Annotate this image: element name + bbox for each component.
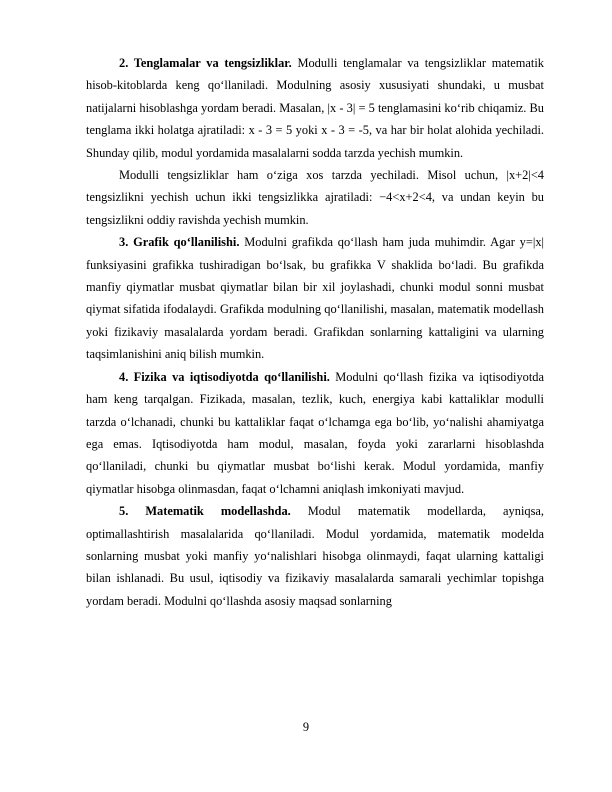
document-page: [86, 52, 544, 612]
page-number: 9: [302, 720, 310, 734]
section-text: Modulli tenglamalar va tengsizliklar matematik hisob-kitoblarda keng qo‘llaniladi. Modulning asosiy xususiyati shundaki, u musbat natijalarni hisoblashga yordam beradi. Masalan, |x - 3| = 5 tenglamasini ko‘rib chiqamiz. Bu tenglama ikki holatga ajratiladi: x - 3 = 5 yoki x - 3 = -5, va har bir holat alohida yechiladi. Shunday qilib, modul yordamida masalalarni sodda tarzda yechish mumkin.: [86, 56, 544, 160]
section-modelling: [86, 500, 544, 612]
section-text: Modulni qo‘llash fizika va iqtisodiyotda ham keng tarqalgan. Fizikada, masalan, tezlik, kuch, energiya kabi kattaliklar modulli tarzda o‘lchanadi, chunki bu kattaliklar faqat o‘lchamga ega bo‘lib, yo‘nalishi ahamiyatga ega emas. Iqtisodiyotda ham modul, masalan, foyda yoki zararlarni hisoblashda qo‘llaniladi, chunki bu qiymatlar musbat bo‘lishi kerak. Modul yordamida, manfiy qiymatlar hisobga olinmasdan, faqat o‘lchamni aniqlash imkoniyati mavjud.: [86, 369, 544, 496]
section-equations: [86, 52, 544, 164]
section-heading: 3. Grafik qo‘llanilishi.: [119, 235, 240, 250]
section-physics-economics: [86, 366, 544, 500]
section-text: Modul matematik modellarda, ayniqsa, optimallashtirish masalalarida qo‘llaniladi. Modul yordamida, matematik modelda sonlarning musbat yoki manfiy yo‘nalishlari hisobga olinmaydi, faqat ularning kattaligi bilan ishlanadi. Bu usul, iqtisodiy va fizikaviy masalalarda samarali yechimlar topishga yordam beradi. Modulni qo‘llashda asosiy maqsad sonlarning: [86, 504, 545, 608]
section-heading: 5. Matematik modellashda.: [119, 504, 291, 519]
section-text: Modulni grafikda qo‘llash ham juda muhimdir. Agar y=|x| funksiyasini grafikka tushiradigan bo‘lsak, bu grafikka V shaklida bo‘ladi. Bu grafikda manfiy qiymatlar musbat qiymatlar bilan bir xil joylashadi, chunki modul sonni musbat qiymat sifatida ifodalaydi. Grafikda modulning qo‘llanilishi, masalan, matematik modellash yoki fizikaviy masalalarda yordam beradi. Grafikdan sonlarning kattaligini va ularning taqsimlanishini aniq bilish mumkin.: [86, 235, 545, 362]
section-inequalities: [86, 164, 544, 231]
section-heading: 2. Tenglamalar va tengsizliklar.: [119, 56, 292, 70]
section-text: Modulli tengsizliklar ham o‘ziga xos tarzda yechiladi. Misol uchun, |x+2|<4 tengsizlikni yechish uchun ikki tengsizlikka ajratiladi: −4<x+2<4, va undan keyin bu tengsizlikni oddiy ravishda yechish mumkin.: [86, 168, 544, 227]
section-heading: 4. Fizika va iqtisodiyotda qo‘llanilishi.: [119, 369, 330, 384]
section-graph: [86, 231, 544, 365]
